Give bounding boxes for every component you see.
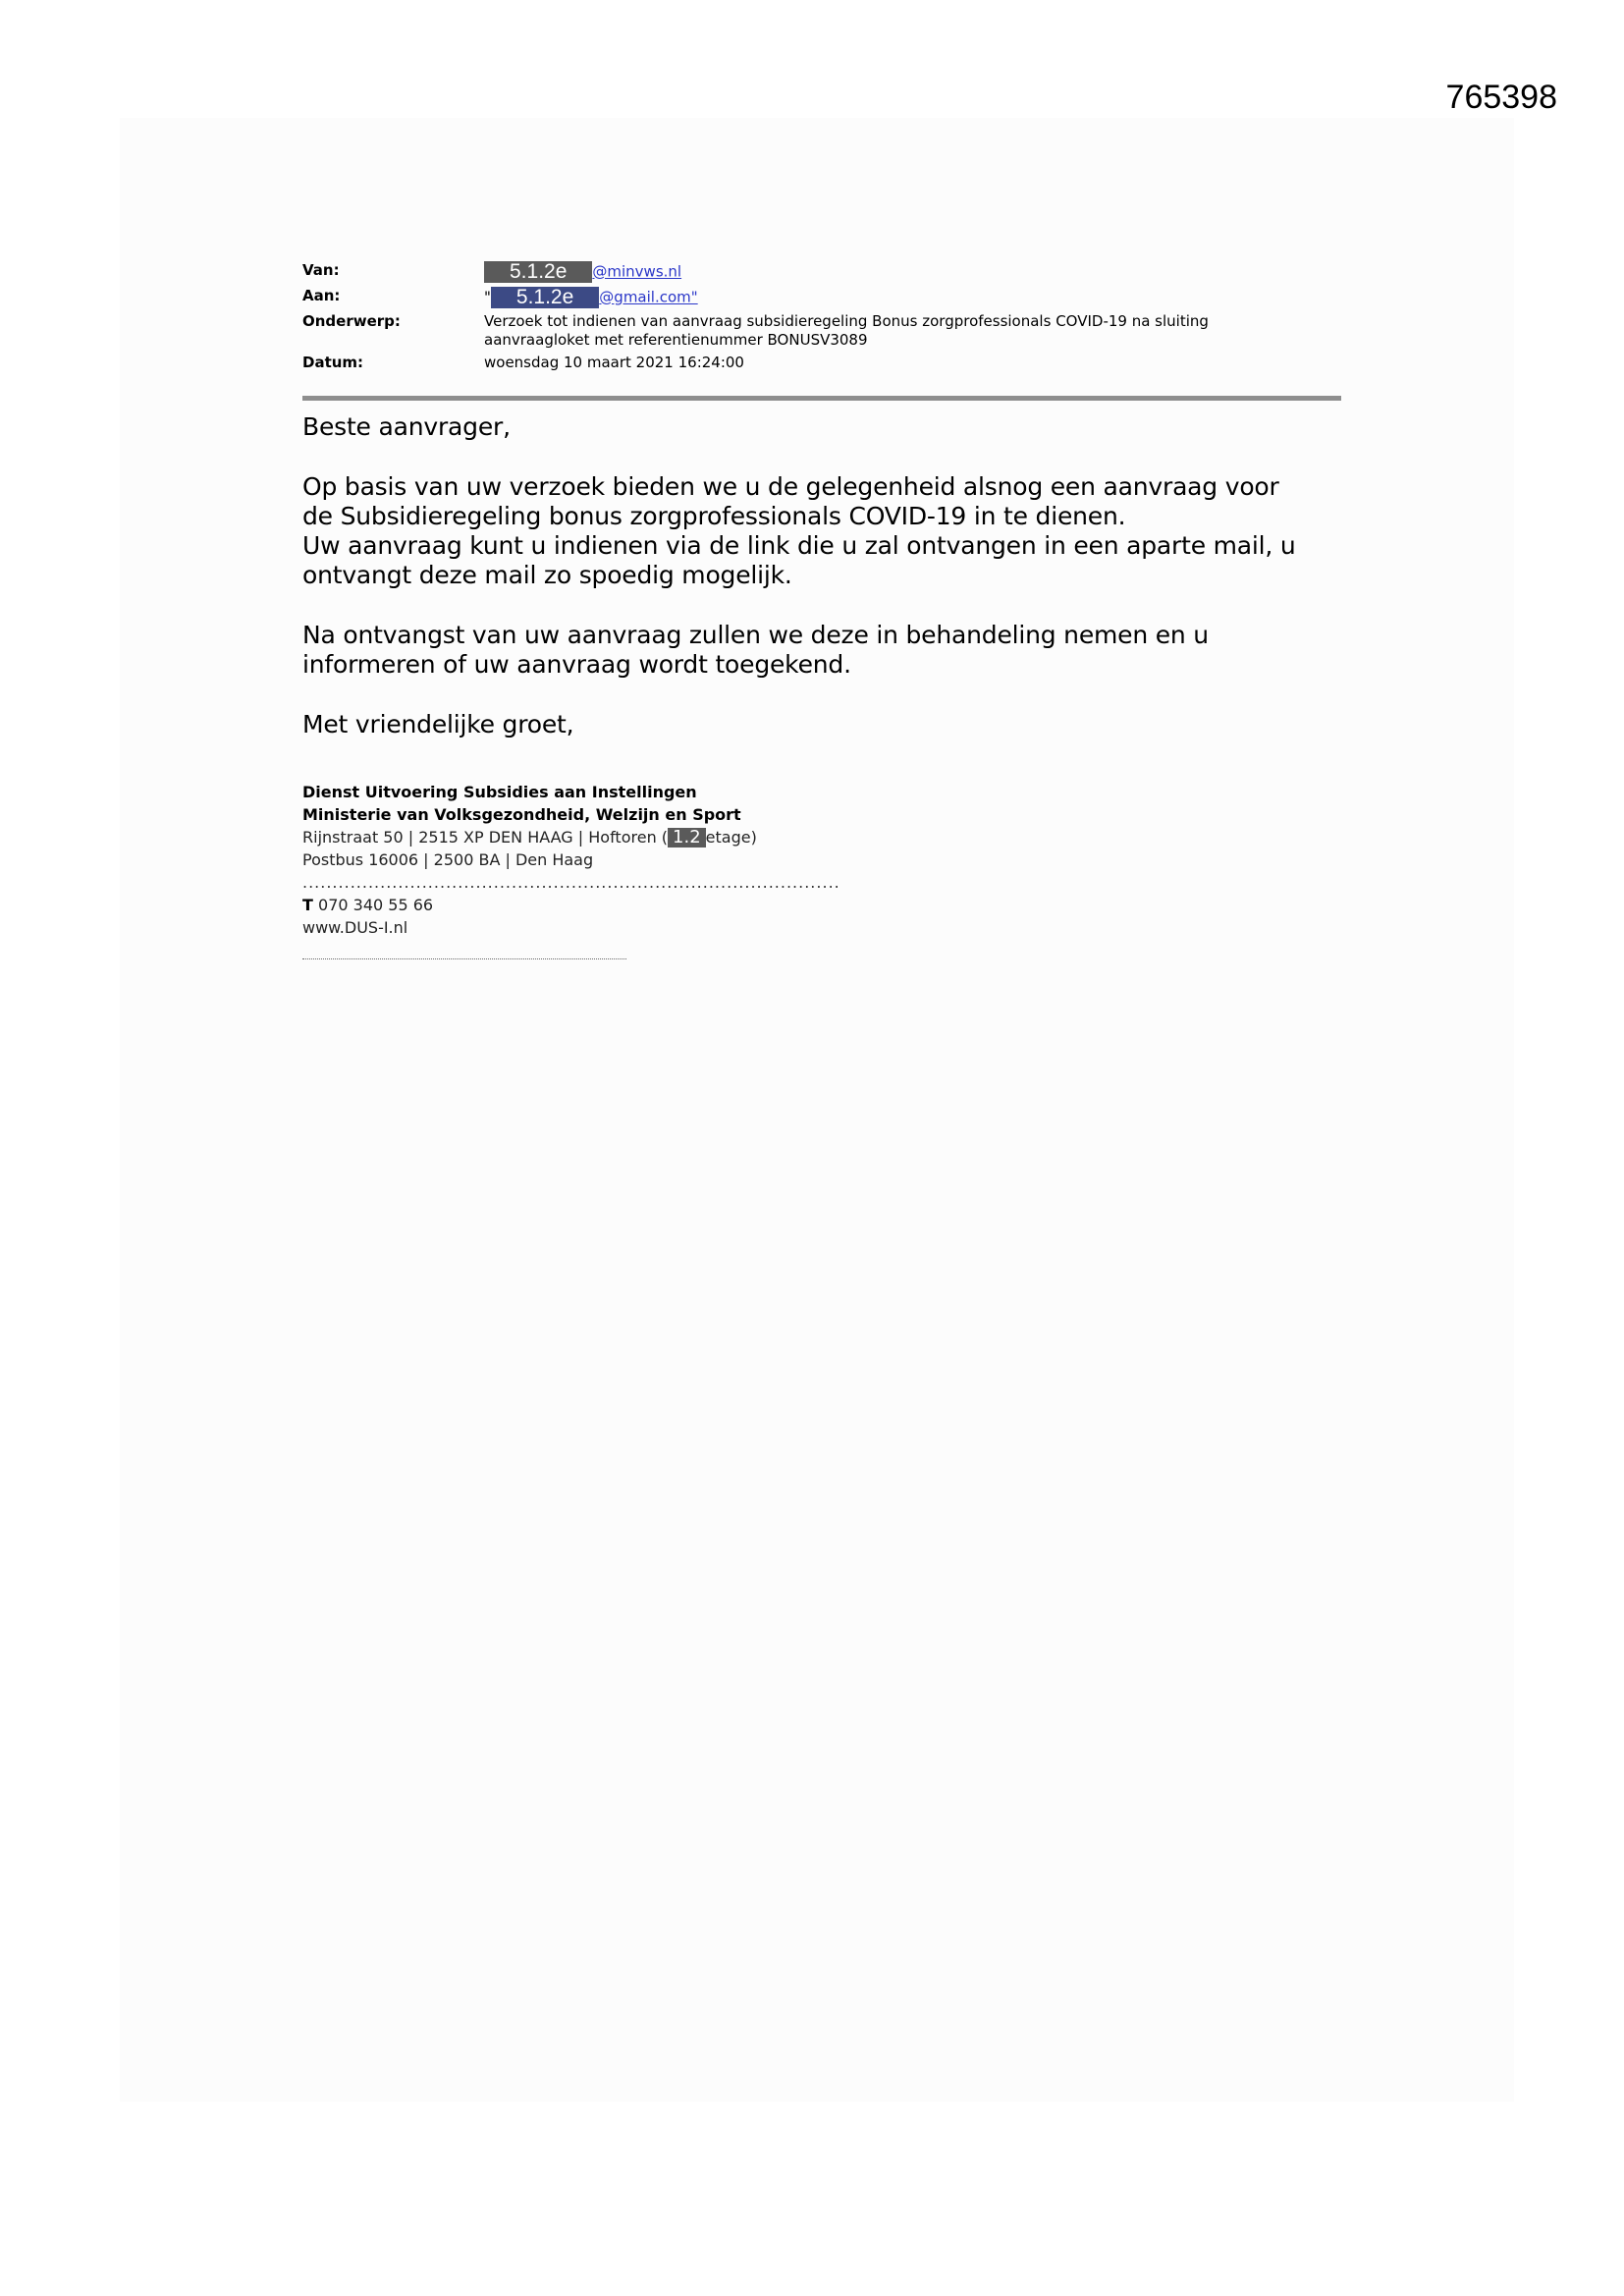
from-row <box>302 261 1343 283</box>
paragraph-line: informeren of uw aanvraag wordt toegekend. <box>302 650 851 679</box>
greeting: Beste aanvrager, <box>302 412 511 441</box>
paragraph-line: Na ontvangst van uw aanvraag zullen we deze in behandeling nemen en u <box>302 621 1209 649</box>
signature-dots: .......................................................................................... <box>302 873 840 892</box>
email-signature <box>302 781 840 939</box>
from-label: Van: <box>302 261 340 279</box>
signature-postbus: Postbus 16006 | 2500 BA | Den Haag <box>302 850 594 869</box>
redaction-block: 5.1.2e <box>484 261 592 283</box>
redaction-block: 5.1.2e <box>491 287 599 308</box>
subject-row <box>302 312 1343 350</box>
to-email-domain[interactable]: @gmail.com" <box>599 288 698 306</box>
redaction-block: 1.2 <box>668 828 706 847</box>
paragraph-line: Uw aanvraag kunt u indienen via de link die u zal ontvangen in een aparte mail, u <box>302 531 1296 560</box>
address-text: etage) <box>705 828 757 847</box>
to-quote: " <box>484 288 491 306</box>
from-value <box>484 261 1299 283</box>
paragraph-1 <box>302 472 1363 590</box>
signature-address <box>302 826 840 848</box>
paragraph-2 <box>302 621 1363 680</box>
signature-org: Dienst Uitvoering Subsidies aan Instellingen <box>302 783 697 801</box>
date-value: woensdag 10 maart 2021 16:24:00 <box>484 354 744 371</box>
email-header <box>302 261 1343 376</box>
closing: Met vriendelijke groet, <box>302 710 574 738</box>
signature-website[interactable]: www.DUS-I.nl <box>302 918 408 937</box>
signature-phone <box>302 894 840 916</box>
date-label: Datum: <box>302 354 364 371</box>
signature-ministry: Ministerie van Volksgezondheid, Welzijn en Sport <box>302 805 741 824</box>
document-number: 765398 <box>1445 79 1557 116</box>
phone-label: T <box>302 896 313 914</box>
to-value <box>484 287 1299 308</box>
paragraph-line: ontvangt deze mail zo spoedig mogelijk. <box>302 561 792 589</box>
subject-label: Onderwerp: <box>302 312 401 330</box>
subject-value: Verzoek tot indienen van aanvraag subsidieregeling Bonus zorgprofessionals COVID-19 na sluiting aanvraagloket met referentienummer BONUSV3089 <box>484 312 1209 349</box>
email-body <box>302 412 1363 770</box>
from-email-domain[interactable]: @minvws.nl <box>592 262 682 281</box>
phone-number: 070 340 55 66 <box>312 896 434 914</box>
signature-divider <box>302 958 626 959</box>
header-divider <box>302 396 1341 401</box>
address-text: Rijnstraat 50 | 2515 XP DEN HAAG | Hoftoren ( <box>302 828 669 847</box>
paragraph-line: Op basis van uw verzoek bieden we u de gelegenheid alsnog een aanvraag voor <box>302 472 1279 501</box>
paragraph-line: de Subsidieregeling bonus zorgprofessionals COVID-19 in te dienen. <box>302 502 1126 530</box>
to-label: Aan: <box>302 287 341 304</box>
date-row <box>302 354 1343 372</box>
to-row <box>302 287 1343 308</box>
